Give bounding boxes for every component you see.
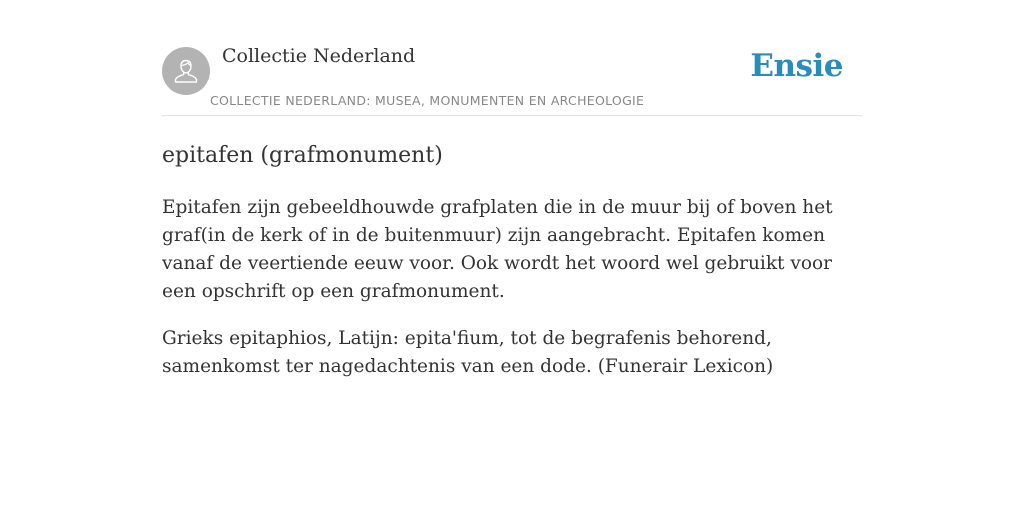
article-paragraph-1: Epitafen zijn gebeeldhouwde grafplaten die in de muur bij of boven het graf(in de kerk of in de buitenmuur) zijn aangebracht. Epitafen komen vanaf de veertiende eeuw voor. Ook wordt het woord wel gebruikt voor een opschrift op een grafmonument. [162, 197, 833, 302]
ensie-logo[interactable]: Ensie [750, 48, 843, 84]
content-container [162, 0, 862, 381]
header [162, 0, 862, 116]
article-title: epitafen (grafmonument) [162, 143, 443, 168]
article-paragraph-2: Grieks epitaphios, Latijn: epita'fium, tot de begrafenis behorend, samenkomst ter nagedachtenis van een dode. (Funerair Lexicon) [162, 328, 774, 377]
author-name[interactable]: Collectie Nederland [222, 45, 416, 67]
author-avatar[interactable] [162, 47, 210, 95]
collection-name[interactable]: COLLECTIE NEDERLAND: MUSEA, MONUMENTEN EN ARCHEOLOGIE [210, 93, 645, 108]
user-placeholder-icon [171, 56, 201, 86]
